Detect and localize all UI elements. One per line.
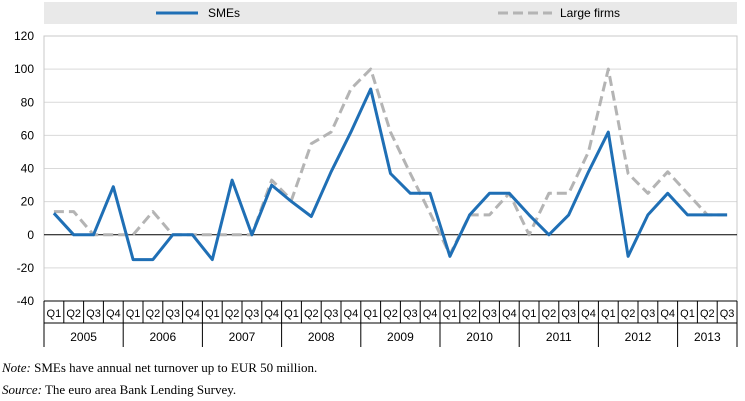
year-label: 2010 xyxy=(466,330,493,344)
legend-label-large-firms: Large firms xyxy=(560,6,621,20)
year-label: 2008 xyxy=(307,330,335,344)
x-tick-label: Q2 xyxy=(462,308,478,320)
y-tick-label: -20 xyxy=(16,260,34,275)
y-tick-label: 60 xyxy=(20,128,34,143)
y-tick-label: 100 xyxy=(13,62,34,77)
x-tick-label: Q4 xyxy=(105,308,121,320)
x-tick-label: Q1 xyxy=(125,308,141,320)
year-label: 2009 xyxy=(387,330,414,344)
x-tick-label: Q3 xyxy=(719,308,735,320)
x-tick-label: Q1 xyxy=(204,308,220,320)
source-text: The euro area Bank Lending Survey. xyxy=(41,382,237,397)
y-tick-label: 120 xyxy=(13,29,34,43)
legend-background xyxy=(44,2,737,24)
x-tick-label: Q2 xyxy=(699,308,715,320)
x-tick-label: Q2 xyxy=(303,308,319,320)
x-tick-label: Q3 xyxy=(323,308,339,320)
x-tick-label: Q4 xyxy=(264,308,280,320)
note-text: SMEs have annual net turnover up to EUR 50 million. xyxy=(30,360,318,375)
x-tick-label: Q1 xyxy=(600,308,616,320)
x-tick-label: Q3 xyxy=(482,308,497,320)
x-tick-label: Q1 xyxy=(46,308,62,320)
x-tick-label: Q3 xyxy=(244,308,260,320)
note-label: Note: xyxy=(2,360,31,375)
x-tick-label: Q1 xyxy=(284,308,299,320)
year-label: 2007 xyxy=(228,330,256,344)
x-tick-label: Q1 xyxy=(680,308,695,320)
x-tick-label: Q2 xyxy=(541,308,557,320)
legend-label-smes: SMEs xyxy=(208,6,241,20)
note-line xyxy=(2,357,742,379)
x-tick-label: Q1 xyxy=(521,308,537,320)
year-label: 2012 xyxy=(624,330,652,344)
year-label: 2013 xyxy=(693,330,721,344)
x-tick-label: Q4 xyxy=(343,308,359,320)
x-tick-label: Q2 xyxy=(224,308,240,320)
x-tick-label: Q1 xyxy=(442,308,458,320)
x-tick-label: Q4 xyxy=(581,308,596,320)
y-tick-label: 80 xyxy=(20,95,34,110)
y-tick-label: 0 xyxy=(27,227,34,242)
x-tick-label: Q2 xyxy=(66,308,82,320)
year-label: 2011 xyxy=(545,330,572,344)
x-tick-label: Q4 xyxy=(185,308,200,320)
year-label: 2006 xyxy=(149,330,177,344)
x-tick-label: Q2 xyxy=(145,308,161,320)
y-tick-label: 20 xyxy=(20,194,34,209)
x-tick-label: Q3 xyxy=(561,308,577,320)
y-tick-label: -40 xyxy=(16,294,34,308)
x-tick-label: Q4 xyxy=(501,308,517,320)
source-label: Source: xyxy=(2,382,42,397)
y-axis xyxy=(14,29,34,308)
x-tick-label: Q2 xyxy=(383,308,398,320)
x-tick-label: Q3 xyxy=(165,308,181,320)
x-tick-label: Q4 xyxy=(422,308,438,320)
chart-notes xyxy=(2,357,742,401)
x-tick-label: Q3 xyxy=(86,308,101,320)
x-tick-label: Q3 xyxy=(402,308,418,320)
x-tick-label: Q4 xyxy=(660,308,676,320)
year-label: 2005 xyxy=(70,330,97,344)
legend xyxy=(44,2,737,24)
y-tick-label: 40 xyxy=(20,161,34,176)
source-line xyxy=(2,379,742,401)
x-tick-label: Q1 xyxy=(363,308,379,320)
x-tick-label: Q3 xyxy=(640,308,656,320)
x-tick-label: Q2 xyxy=(620,308,636,320)
plot-frame xyxy=(44,0,737,352)
